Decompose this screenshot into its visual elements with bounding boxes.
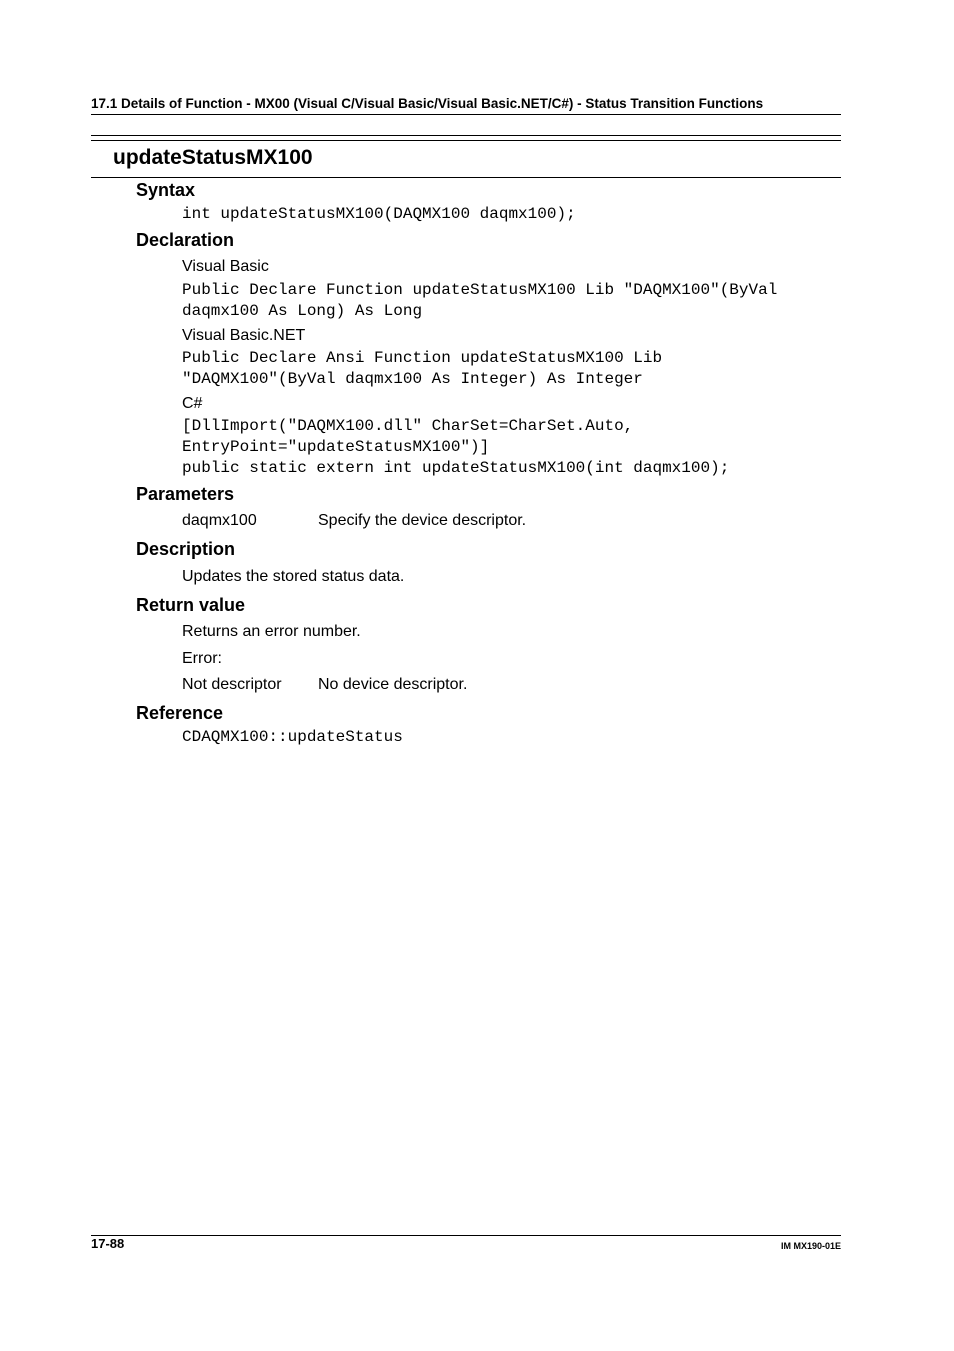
header-rule — [91, 114, 841, 115]
error-name: Not descriptor — [182, 676, 282, 693]
parameters-heading: Parameters — [136, 484, 235, 504]
vbnet-code-line-2: "DAQMX100"(ByVal daqmx100 As Integer) As Integer — [182, 370, 643, 388]
vb-code-line-2: daqmx100 As Long) As Long — [182, 302, 423, 320]
return-value-heading: Return value — [136, 595, 246, 615]
declaration-heading: Declaration — [136, 230, 235, 250]
cs-code-line-1: [DllImport("DAQMX100.dll" CharSet=CharSet.Auto, — [182, 417, 634, 435]
title-rule-top — [91, 135, 841, 136]
title-rule-bottom — [91, 177, 841, 178]
title-rule-top-inner — [91, 140, 841, 141]
reference-code: CDAQMX100::updateStatus — [182, 728, 403, 746]
function-title: updateStatusMX100 — [113, 146, 313, 169]
vb-label: Visual Basic — [182, 258, 269, 275]
reference-heading: Reference — [136, 703, 224, 723]
description-heading: Description — [136, 539, 236, 559]
vbnet-label: Visual Basic.NET — [182, 327, 306, 344]
page-number: 17-88 — [91, 1236, 125, 1251]
cs-code-line-2: EntryPoint="updateStatusMX100")] — [182, 438, 490, 456]
return-value-text: Returns an error number. — [182, 623, 361, 640]
error-description: No device descriptor. — [318, 676, 468, 693]
parameter-name: daqmx100 — [182, 512, 257, 529]
vb-code-line-1: Public Declare Function updateStatusMX100 Lib "DAQMX100"(ByVal — [182, 281, 778, 299]
vbnet-code-line-1: Public Declare Ansi Function updateStatusMX100 Lib — [182, 349, 663, 367]
parameter-description: Specify the device descriptor. — [318, 512, 527, 529]
cs-label: C# — [182, 395, 203, 412]
syntax-code: int updateStatusMX100(DAQMX100 daqmx100); — [182, 205, 576, 223]
cs-code-line-3: public static extern int updateStatusMX100(int daqmx100); — [182, 459, 730, 477]
footer-rule — [91, 1235, 841, 1236]
error-label: Error: — [182, 650, 222, 667]
running-header: 17.1 Details of Function - MX00 (Visual C/Visual Basic/Visual Basic.NET/C#) - Status Transition Functions — [91, 96, 764, 111]
description-text: Updates the stored status data. — [182, 568, 405, 585]
syntax-heading: Syntax — [136, 180, 196, 200]
document-id: IM MX190-01E — [780, 1241, 841, 1251]
